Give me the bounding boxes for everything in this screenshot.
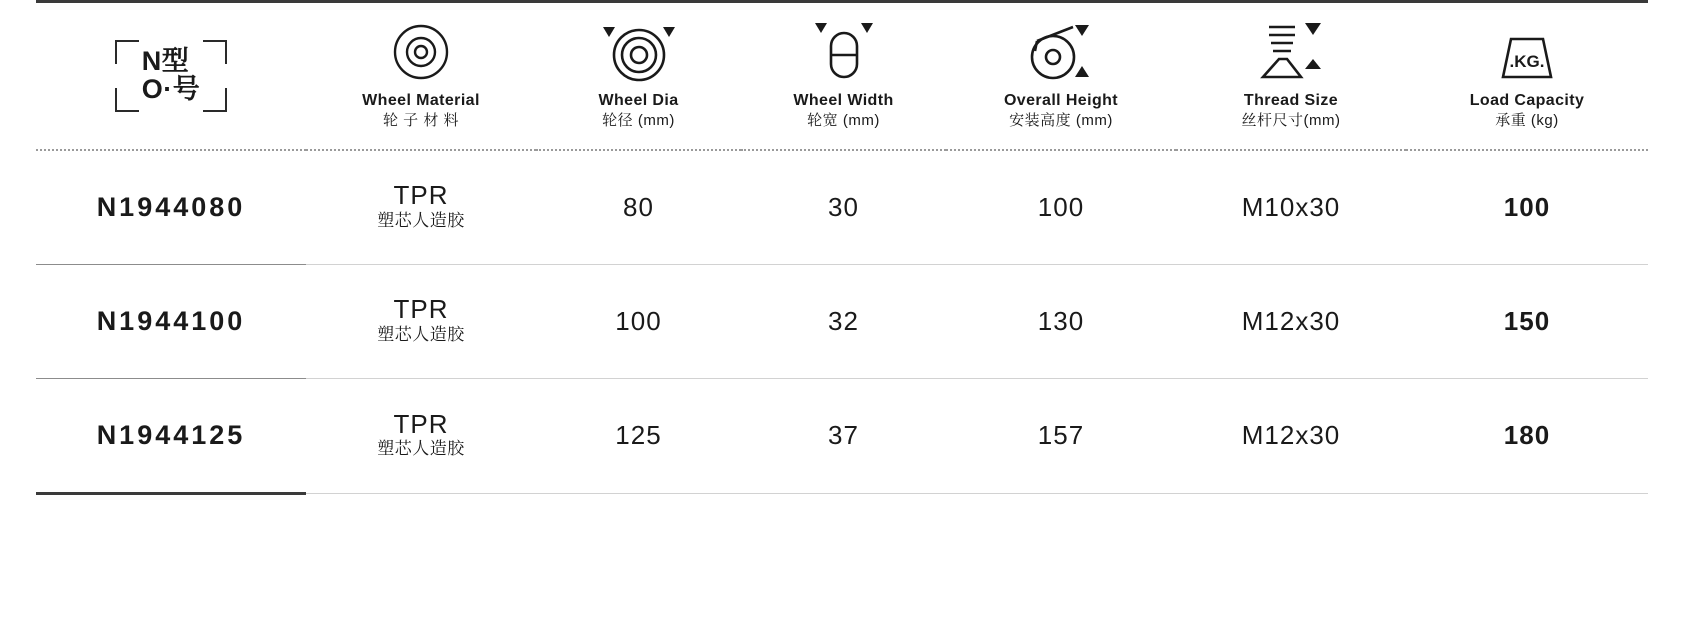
column-header-cn: 安装高度 (mm): [1009, 112, 1113, 129]
no-model-badge-icon: [115, 40, 227, 112]
material-en: TPR: [393, 408, 449, 439]
cell-model: N1944100: [36, 264, 306, 378]
material-cn: 塑芯人造胶: [377, 324, 465, 344]
badge-line-2: O·号: [141, 73, 201, 104]
column-header-en: Overall Height: [1003, 92, 1119, 109]
column-header-wheel-width: [741, 2, 946, 150]
overall-height-icon: [946, 21, 1176, 83]
table-row: [36, 150, 1648, 265]
wheel-width-icon: [741, 21, 946, 83]
column-header-model: [36, 2, 306, 150]
cell-overall-height: 100: [1037, 191, 1085, 222]
cell-thread-size: M10x30: [1241, 191, 1341, 222]
material-en: TPR: [393, 294, 449, 325]
column-header-cn: 丝杆尺寸(mm): [1241, 112, 1341, 129]
wheel-material-icon: [306, 21, 536, 83]
column-header-cn: 轮 子 材 料: [382, 112, 459, 129]
table-body: [36, 150, 1648, 494]
cell-thread-size: M12x30: [1176, 378, 1406, 493]
cell-wheel-width: 30: [828, 191, 859, 222]
header-row: [36, 2, 1648, 150]
column-header-cn: 承重 (kg): [1495, 112, 1559, 129]
load-capacity-icon: [1406, 21, 1648, 83]
column-header-en: Wheel Material: [362, 92, 480, 109]
column-header-cn: 轮径 (mm): [602, 112, 675, 129]
cell-material: [306, 150, 536, 265]
cell-overall-height: 130: [946, 264, 1176, 378]
cell-wheel-dia: 100: [536, 264, 741, 378]
table-row: [36, 378, 1648, 493]
column-header-wheel-material: [306, 2, 536, 150]
material-cn: 塑芯人造胶: [377, 210, 465, 230]
caster-spec-table: [36, 0, 1648, 495]
column-header-wheel-dia: [536, 2, 741, 150]
table-head: [36, 2, 1648, 150]
cell-load-capacity: 100: [1503, 191, 1551, 222]
column-header-en: Thread Size: [1243, 92, 1339, 109]
column-header-thread-size: [1176, 2, 1406, 150]
cell-material: [306, 264, 536, 378]
column-header-en: Load Capacity: [1469, 92, 1585, 109]
badge-line-1: N型: [141, 46, 190, 77]
cell-model: N1944125: [36, 378, 306, 493]
column-header-en: Wheel Width: [793, 92, 894, 109]
material-en: TPR: [393, 180, 449, 211]
material-cn: 塑芯人造胶: [377, 439, 465, 459]
cell-load-capacity: 180: [1406, 378, 1648, 493]
cell-thread-size: M12x30: [1176, 264, 1406, 378]
column-header-overall-height: [946, 2, 1176, 150]
cell-material: [306, 378, 536, 493]
wheel-diameter-icon: [536, 21, 741, 83]
cell-wheel-width: 32: [741, 264, 946, 378]
cell-wheel-dia: 125: [536, 378, 741, 493]
table-row: [36, 264, 1648, 378]
column-header-en: Wheel Dia: [598, 92, 679, 109]
cell-load-capacity: 150: [1406, 264, 1648, 378]
cell-wheel-width: 37: [741, 378, 946, 493]
cell-overall-height: 157: [946, 378, 1176, 493]
cell-wheel-dia: 80: [623, 191, 654, 222]
column-header-load-capacity: [1406, 2, 1648, 150]
column-header-cn: 轮宽 (mm): [807, 112, 880, 129]
cell-model: N1944080: [96, 191, 246, 222]
svg-text:.KG.: .KG.: [1509, 52, 1545, 71]
thread-size-icon: [1176, 21, 1406, 83]
